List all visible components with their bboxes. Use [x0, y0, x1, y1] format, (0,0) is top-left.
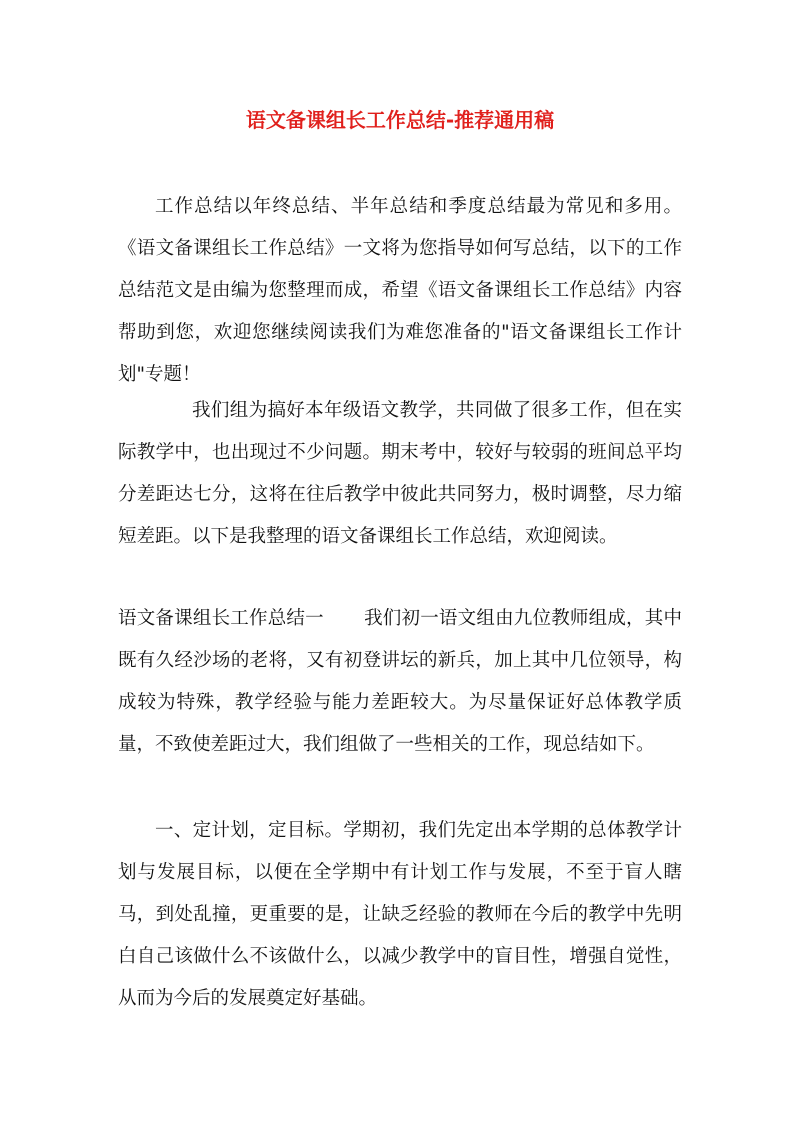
point-one-paragraph: 一、定计划，定目标。学期初，我们先定出本学期的总体教学计划与发展目标，以便在全学期中有计划工作与发展，不至于盲人瞎马，到处乱撞，更重要的是，让缺乏经验的教师在今后的教学中先明白自己该做什么不该做什么，以减少教学中的盲目性，增强自觉性，从而为今后的发展奠定好基础。 [118, 820, 682, 1009]
section-body: 我们初一语文组由九位教师组成，其中既有久经沙场的老将，又有初登讲坛的新兵，加上其中几位领导，构成较为特殊，教学经验与能力差距较大。为尽量保证好总体教学质量，不致使差距过大，我们组做了一些相关的工作，现总结如下。 [118, 608, 682, 755]
section-one-paragraph [118, 598, 682, 766]
document-title: 语文备课组长工作总结-推荐通用稿 [245, 108, 555, 132]
section-heading: 语文备课组长工作总结一 [118, 608, 324, 629]
intro-paragraph: 工作总结以年终总结、半年总结和季度总结最为常见和多用。《语文备课组长工作总结》一文将为您指导如何写总结，以下的工作总结范文是由编为您整理而成，希望《语文备课组长工作总结》内容帮助到您，欢迎您继续阅读我们为难您准备的"语文备课组长工作计划"专题！ [118, 196, 682, 385]
summary-paragraph: 我们组为搞好本年级语文教学，共同做了很多工作，但在实际教学中，也出现过不少问题。期末考中，较好与较弱的班间总平均分差距达七分，这将在往后教学中彼此共同努力，极时调整，尽力缩短差距。以下是我整理的语文备课组长工作总结，欢迎阅读。 [118, 400, 682, 547]
